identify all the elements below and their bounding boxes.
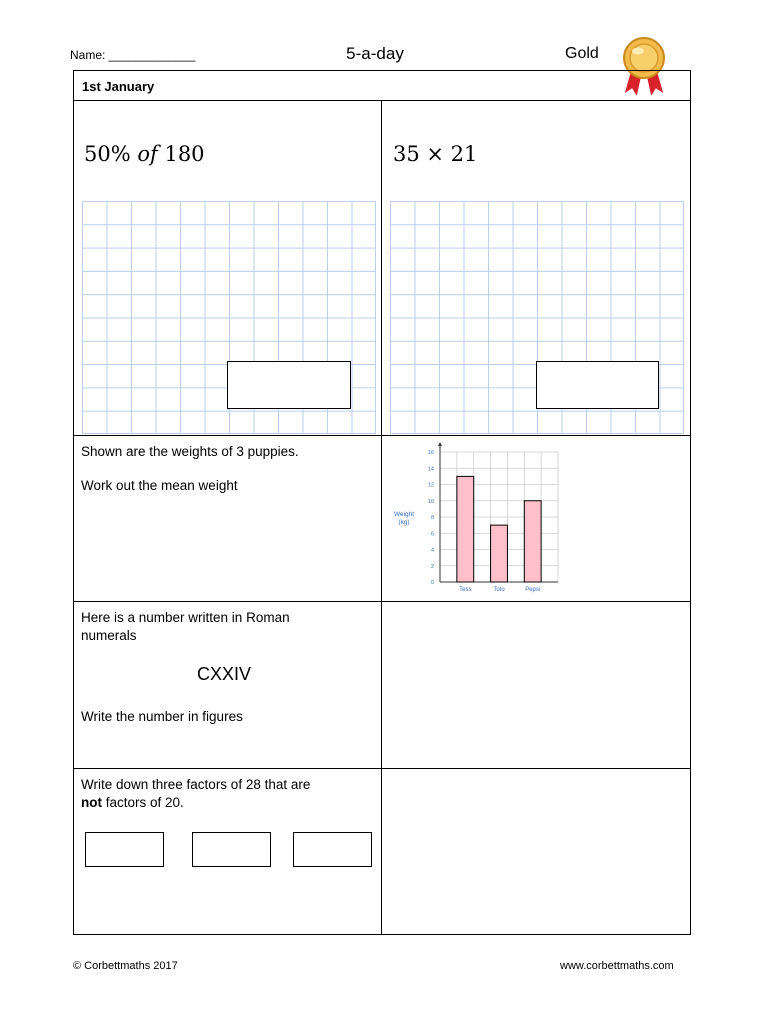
question-5-line-1: Write down three factors of 28 that are xyxy=(81,777,311,792)
row-divider-1 xyxy=(73,435,691,436)
chart-y-tick-label: 12 xyxy=(427,482,434,489)
row-divider-2 xyxy=(73,601,691,602)
roman-numeral: CXXIV xyxy=(197,664,252,684)
question-3-line-2: Work out the mean weight xyxy=(81,478,238,493)
chart-y-tick-label: 0 xyxy=(430,580,434,586)
chart-y-tick-label: 2 xyxy=(430,563,434,570)
chart-x-tick-label: Tess xyxy=(459,587,472,593)
column-divider xyxy=(381,101,382,935)
question-4-line-2: numerals xyxy=(81,628,137,643)
question-4-line-1: Here is a number written in Roman xyxy=(81,610,290,625)
question-4-line-3: Write the number in figures xyxy=(81,709,243,724)
chart-y-axis-label: (kg) xyxy=(398,519,410,526)
chart-y-tick-label: 6 xyxy=(430,531,434,538)
chart-y-tick-label: 8 xyxy=(430,515,434,521)
puppy-weights-bar-chart xyxy=(386,440,576,598)
chart-y-tick-label: 4 xyxy=(430,547,434,554)
emphasis-not: not xyxy=(81,795,102,810)
row-divider-3 xyxy=(73,768,691,769)
name-field-label: Name: _____________ xyxy=(70,48,196,62)
factor-answer-box-2[interactable] xyxy=(192,832,271,867)
level-label: Gold xyxy=(565,45,599,62)
worksheet-title: 5-a-day xyxy=(346,44,404,63)
chart-bar-tess xyxy=(457,476,474,582)
chart-x-tick-label: Toto xyxy=(493,587,505,593)
factor-answer-box-1[interactable] xyxy=(85,832,164,867)
chart-y-tick-label: 16 xyxy=(427,450,434,456)
question-2-expression: 35 × 21 xyxy=(393,142,478,166)
chart-bar-toto xyxy=(491,525,508,582)
chart-bar-pepsi xyxy=(524,501,541,582)
chart-y-tick-label: 14 xyxy=(427,466,434,473)
chart-y-axis-label: Weight xyxy=(393,511,415,518)
chart-y-axis-arrow xyxy=(438,442,442,446)
copyright-text: © Corbettmaths 2017 xyxy=(73,960,178,972)
chart-x-tick-label: Pepsi xyxy=(525,587,541,593)
website-link[interactable]: www.corbettmaths.com xyxy=(560,960,674,972)
question-5-line-2: not factors of 20. xyxy=(81,795,184,810)
question-1-answer-box[interactable] xyxy=(227,361,351,409)
chart-y-tick-label: 10 xyxy=(427,498,434,505)
date-label: 1st January xyxy=(82,79,155,94)
question-1-expression: 50% of 180 xyxy=(84,142,205,166)
question-2-answer-box[interactable] xyxy=(536,361,659,409)
factor-answer-box-3[interactable] xyxy=(293,832,372,867)
date-bar xyxy=(73,70,691,101)
question-3-line-1: Shown are the weights of 3 puppies. xyxy=(81,444,299,459)
